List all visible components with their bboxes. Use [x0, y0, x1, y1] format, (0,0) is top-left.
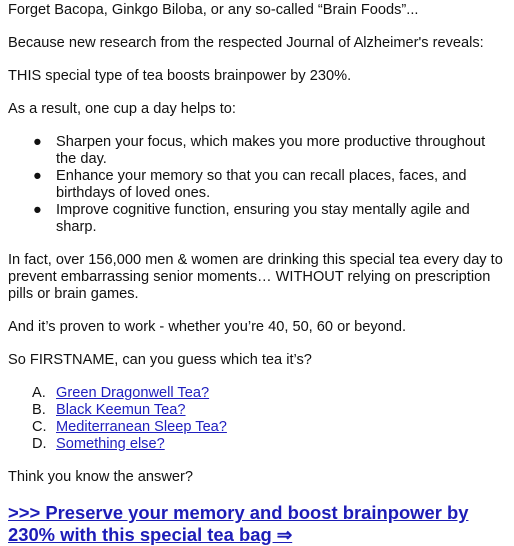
option-letter: C.	[32, 419, 47, 435]
intro-line-1: Forget Bacopa, Ginkgo Biloba, or any so-called “Brain Foods”...	[8, 2, 419, 18]
bullet-icon: ●	[33, 134, 42, 150]
stats-paragraph: In fact, over 156,000 men & women are drinking this special tea every day to prevent embarrassing senior moments… WITHOUT relying on prescription pills or brain games.	[8, 252, 503, 302]
intro-line-4: As a result, one cup a day helps to:	[8, 101, 236, 117]
intro-line-2: Because new research from the respected Journal of Alzheimer's reveals:	[8, 35, 484, 51]
option-link-green-dragonwell[interactable]: Green Dragonwell Tea?	[56, 385, 210, 401]
question-paragraph: So FIRSTNAME, can you guess which tea it’s?	[8, 352, 312, 368]
option-link-mediterranean-sleep[interactable]: Mediterranean Sleep Tea?	[56, 419, 227, 435]
intro-line-3: THIS special type of tea boosts brainpower by 230%.	[8, 68, 352, 84]
list-item	[33, 134, 506, 168]
bullet-icon: ●	[33, 202, 42, 218]
list-item	[33, 202, 506, 236]
benefit-text: Improve cognitive function, ensuring you stay mentally agile and sharp.	[56, 202, 470, 235]
option-item-b	[32, 402, 506, 419]
option-item-c	[32, 419, 506, 436]
option-letter: A.	[32, 385, 46, 401]
option-letter: D.	[32, 436, 47, 452]
closing-prompt: Think you know the answer?	[8, 469, 193, 485]
benefit-text: Sharpen your focus, which makes you more productive throughout the day.	[56, 134, 486, 167]
option-item-a	[32, 385, 506, 402]
proven-paragraph: And it’s proven to work - whether you’re 40, 50, 60 or beyond.	[8, 319, 407, 335]
list-item	[33, 168, 506, 202]
option-link-black-keemun[interactable]: Black Keemun Tea?	[56, 402, 186, 418]
option-link-something-else[interactable]: Something else?	[56, 436, 165, 452]
answer-options-list	[8, 385, 506, 453]
option-item-d	[32, 436, 506, 453]
option-letter: B.	[32, 402, 46, 418]
benefits-list	[8, 134, 506, 236]
benefit-text: Enhance your memory so that you can recall places, faces, and birthdays of loved ones.	[56, 168, 467, 201]
bullet-icon: ●	[33, 168, 42, 184]
cta-link[interactable]: >>> Preserve your memory and boost brainpower by 230% with this special tea bag ⇒	[8, 502, 469, 545]
